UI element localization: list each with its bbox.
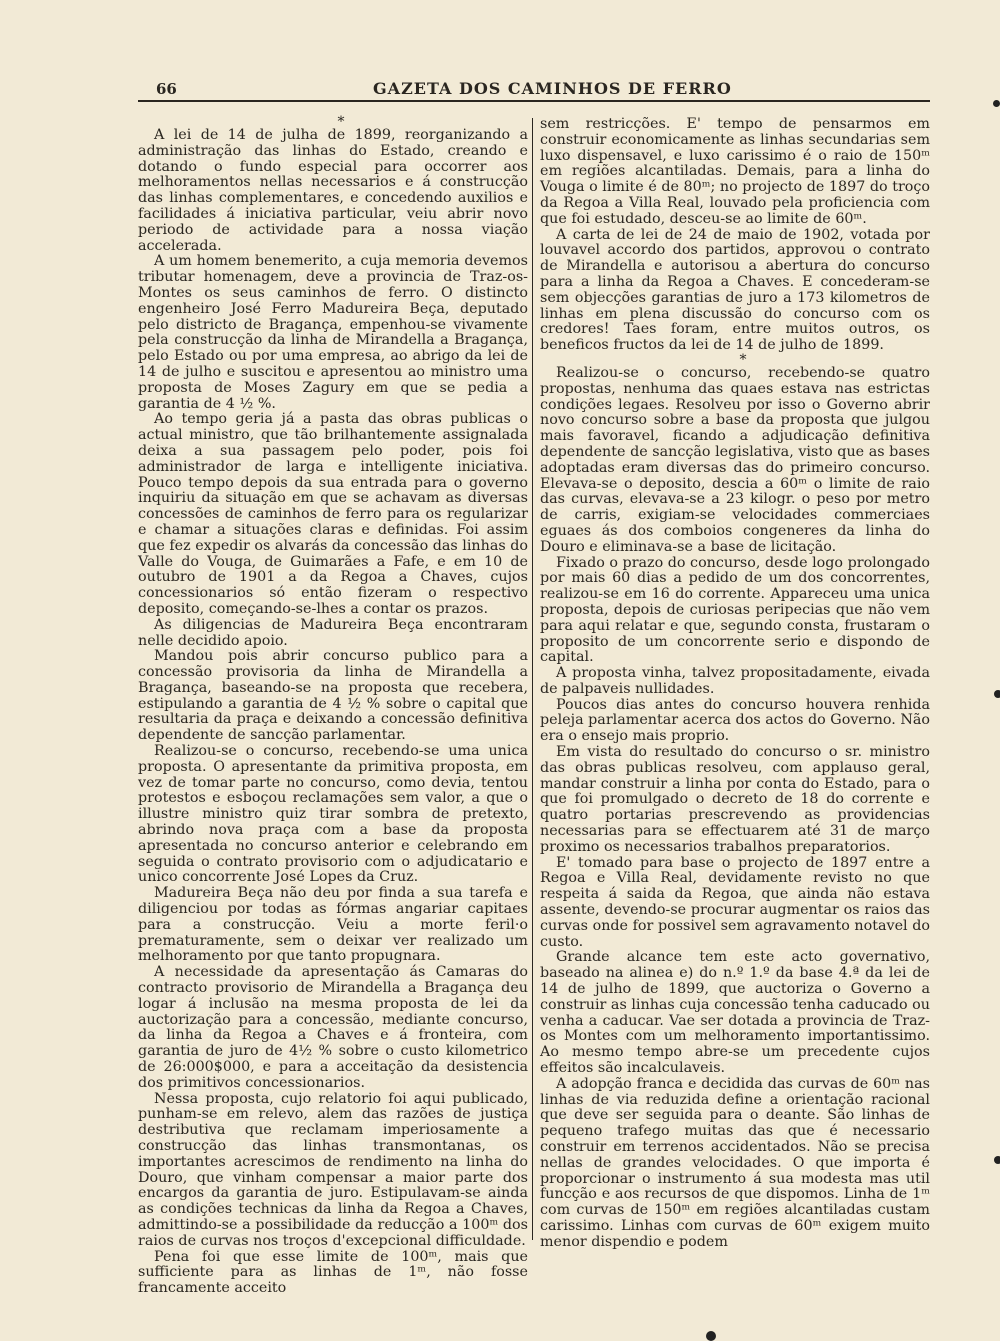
column-divider <box>532 118 533 1240</box>
right-column <box>540 117 930 1251</box>
paragraph: Madureira Beça não deu por finda a sua tarefa e diligenciou por todas as fórmas angariar capitaes para a construcção. Veiu a morte feril·o prematuramente, sem o deixar ver realizado um melhoramento por que tanto propugnara. <box>138 885 528 965</box>
paragraph: A necessidade da apresentação ás Camaras do contracto provisorio de Mirandella a Bragança deu logar á inclusão na mesma proposta de lei da auctorização para a concessão, mediante concurso, da linha da Regoa a Chaves e á fronteira, com garantia de juro de 4½ % sobre o custo kilometrico de 26:000$000, e para a acceitação da desistencia dos primitivos concessionarios. <box>138 964 528 1091</box>
ink-blot <box>994 1156 1000 1164</box>
page-header <box>138 78 930 100</box>
paragraph: Pena foi que esse limite de 100ᵐ, mais que sufficiente para as linhas de 1ᵐ, não fosse francamente acceito <box>138 1248 528 1297</box>
page-number: 66 <box>156 80 177 98</box>
paragraph-continued: sem restricções. E' tempo de pensarmos em construir economicamente as linhas secundarias sem luxo dispensavel, e luxo carissimo é o raio de 150ᵐ em regiões alcantiladas. Demais, para a linha do Vouga o limite é de 80ᵐ; no projecto de 1897 do troço da Regoa a Villa Real, louvado pela proficiencia com que foi estudado, desceu-se ao limite de 60ᵐ. <box>540 116 930 227</box>
paragraph: Fixado o prazo do concurso, desde logo prolongado por mais 60 dias a pedido de um dos concorrentes, realizou-se em 16 do corrente. Appareceu uma unica proposta, depois de curiosas peripecias que não vem para aqui relatar e que, segundo consta, frustaram o proposito de um concorrente serio e dispondo de capital. <box>540 554 930 666</box>
paragraph: As diligencias de Madureira Beça encontraram nelle decidido apoio. <box>138 616 528 649</box>
paragraph: Ao tempo geria já a pasta das obras publicas o actual ministro, que tão brilhantemente assignalada deixa a sua passagem pelo poder, pois foi administrador de larga e intelligente iniciativa. Pouco tempo depois da sua entrada para o governo inquiriu da situação em que se achavam as diversas concessões de caminhos de ferro para os regularizar e chamar a situações claras e definidas. Foi assim que fez expedir os alvarás da concessão das linhas do Valle do Vouga, de Guimarães a Fafe, e em 10 de outubro de 1901 a da Regoa a Chaves, cujos concessionarios só então fizeram o respectivo deposito, começando-se-lhes a contar os prazos. <box>138 411 529 617</box>
paragraph: Realizou-se o concurso, recebendo-se uma unica proposta. O apresentante da primitiva proposta, em vez de tomar parte no concurso, como devia, tentou protestos e esboçou reclamações sem valor, a que o illustre ministro quiz tirar sombra de pretexto, abrindo nova praça com a base da proposta apresentada no concurso anterior e celebrando em seguida o contrato provisorio com o adjudicatario e unico concorrente José Lopes da Cruz. <box>138 743 528 886</box>
header-rule <box>138 100 930 102</box>
paragraph: Em vista do resultado do concurso o sr. ministro das obras publicas resolveu, com applauso geral, mandar construir a linha por conta do Estado, para o que foi promulgado o decreto de 18 do corrente e quatro portarias prescrevendo as providencias necessarias para se effectuarem até 31 de março proximo os necessarios trabalhos preparatorios. <box>540 744 930 855</box>
left-column <box>138 116 528 1297</box>
paragraph: A carta de lei de 24 de maio de 1902, votada por louvavel accordo dos partidos, approvou o contrato de Mirandella e autorisou a abertura do concurso para a linha da Regoa a Chaves. E concederam-se sem objecções garantias de juro a 173 kilometros de linhas em plena discussão do concurso com os credores! Taes foram, entre muitos outros, os beneficos fructos da lei de 14 de julho de 1899. <box>540 226 930 354</box>
paragraph: A adopção franca e decidida das curvas de 60ᵐ nas linhas de via reduzida define a orientação racional que deve ser seguida para o deante. São linhas de pequeno trafego muitas das que é necessario construir em terrenos accidentados. Não se precisa nellas de grandes velocidades. O que importa é proporcionar o instrumento á sua modesta mas util funcção e aos recursos de que dispomos. Linha de 1ᵐ com curvas de 150ᵐ em regiões alcantiladas custam carissimo. Linhas com curvas de 60ᵐ exigem muito menor dispendio e podem <box>540 1075 930 1250</box>
paragraph: A lei de 14 de julha de 1899, reorganizando a administração das linhas do Estado, creando e dotando o fundo especial para occorrer aos melhoramentos nellas necessarios e á construcção das linhas complementares, e concedendo auxilios e facilidades á iniciativa particular, veiu abrir novo periodo de actividade para a nossa viação accelerada. <box>138 127 528 254</box>
section-asterisk: * <box>739 351 747 368</box>
paragraph: A proposta vinha, talvez propositadamente, eivada de palpaveis nullidades. <box>540 665 930 697</box>
paragraph: Realizou-se o concurso, recebendo-se quatro propostas, nenhuma das quaes estava nas estrictas condições legaes. Resolveu por isso o Governo abrir novo concurso sobre a base da proposta que julgou mais favoravel, ficando a adjudicação definitiva dependente de sancção legislativa, visto que as bases adoptadas eram diversas das do primeiro concurso. Elevava-se o deposito, descia a 60ᵐ o limite de raio das curvas, elevava-se a 23 kilogr. o peso por metro de carris, exigiam-se velocidades commerciaes eguaes ás dos comboios congeneres da linha do Douro e eliminava-se a base de licitação. <box>540 364 930 555</box>
ink-blot <box>706 1331 716 1341</box>
section-asterisk: * <box>337 114 345 130</box>
paragraph: A um homem benemerito, a cuja memoria devemos tributar homenagem, deve a provincia de Traz-os-Montes os seus caminhos de ferro. O distincto engenheiro José Ferro Madureira Beça, deputado pelo districto de Bragança, empenhou-se vivamente pela construcção da linha de Mirandella a Bragança, pelo Estado ou por uma empresa, ao abrigo da lei de 14 de julho e suscitou e apresentou ao ministro uma proposta de Moses Zagury em que se pedia a garantia de 4 ½ %. <box>138 253 528 412</box>
ink-blot <box>994 690 1000 698</box>
ink-blot <box>993 100 1000 107</box>
paragraph: Nessa proposta, cujo relatorio foi aqui publicado, punham-se em relevo, alem das razões de justiça destributiva que reclamam imperiosamente a construcção das linhas transmontanas, os importantes acrescimos de rendimento na linha do Douro, que vinham compensar a maior parte dos encargos da garantia de juro. Estipulavam-se ainda as condições technicas da linha da Regoa a Chaves, admittindo-se a possibilidade da reducção a 100ᵐ dos raios de curvas nos troços d'excepcional difficuldade. <box>138 1090 528 1249</box>
paragraph: Mandou pois abrir concurso publico para a concessão provisoria da linha de Mirandella a Bragança, baseando-se na proposta que recebera, estipulando a garantia de 4 ½ % sobre o capital que resultaria da praça e deixando a concessão definitiva dependente de sancção parlamentar. <box>138 648 528 744</box>
paragraph: Grande alcance tem este acto governativo, baseado na alinea e) do n.º 1.º da base 4.ª da lei de 14 de julho de 1899, que auctoriza o Governo a construir as linhas cuja concessão tenha caducado ou venha a caducar. Vae ser dotada a provincia de Traz-os Montes com um melhoramento importantissimo. Ao mesmo tempo abre-se um precedente cujos effeitos são incalculaveis. <box>540 949 930 1077</box>
paragraph: E' tomado para base o projecto de 1897 entre a Regoa e Villa Real, devidamente revisto no que respeita á saida da Regoa, que ainda não estava assente, devendo-se procurar augmentar os raios das curvas onde for possivel sem agravamento notavel do custo. <box>540 854 930 950</box>
publication-title: GAZETA DOS CAMINHOS DE FERRO <box>373 79 732 98</box>
paragraph: Poucos dias antes do concurso houvera renhida peleja parlamentar acerca dos actos do Governo. Não era o ensejo mais proprio. <box>540 696 930 745</box>
